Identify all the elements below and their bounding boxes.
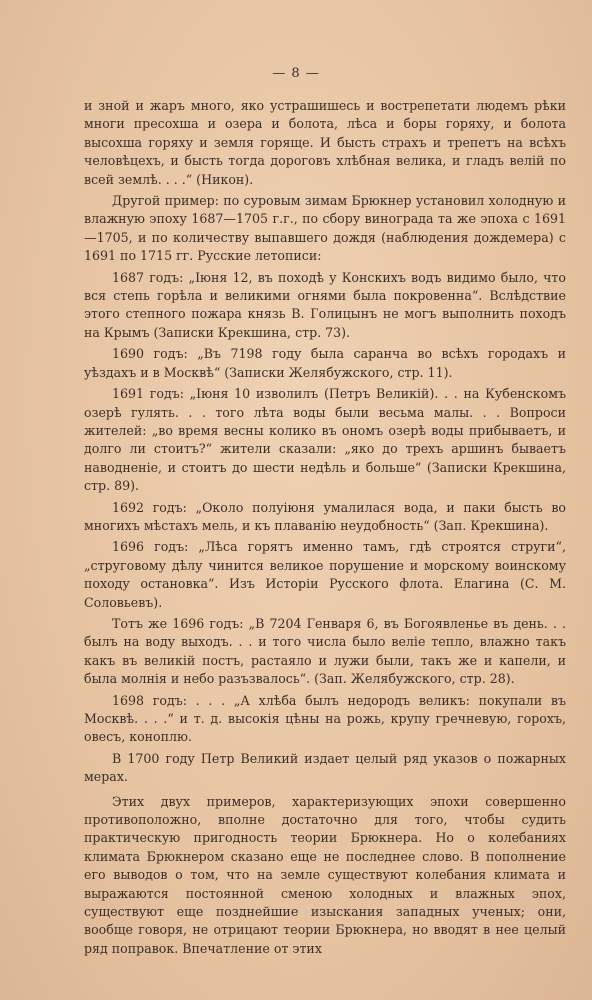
paragraph-1698: 1698 годъ: . . . „А хлѣба былъ недородъ великъ: покупали въ Москвѣ. . . .“ и т. д. высокiя цѣны на рожь, крупу гречневую, горохъ, овесъ, коноплю. [84, 692, 566, 745]
paragraph-1687: 1687 годъ: „Iюня 12, въ походѣ у Конскихъ водъ видимо было, что вся степь горѣла и великими огнями была покровенна“. Вслѣдствие этого степного пожара князь В. Голицынъ не могъ выполнить походъ на Крымъ (Записки Крекшина, стр. 73). [84, 269, 566, 340]
paragraph-1700: В 1700 году Петр Великий издает целый ряд указов о пожарных мерах. [84, 750, 566, 785]
paragraph-1690: 1690 годъ: „Въ 7198 году была саранча во всѣхъ городахъ и уѣздахъ и в Москвѣ“ (Записки Желябужского, стр. 11). [84, 346, 566, 380]
body-text [84, 97, 566, 961]
paragraph-1692: 1692 годъ: „Около полуiюня умалилася вода, и паки бысть во многихъ мѣстахъ мель, и къ плаванiю неудобность“ (Зап. Крекшина). [84, 499, 566, 533]
paragraph-1696-second: Тотъ же 1696 годъ: „В 7204 Генваря 6, въ Богоявленье въ день. . . былъ на воду выходъ. . . и того числа было велiе тепло, влажно такъ какъ въ великiй постъ, растаяло и лужи были, такъ же и капели, и была молнiя и небо разъзвалось“. (Зап. Желябужского, стр. 28). [84, 615, 566, 687]
paragraph-conclusion: Этих двух примеров, характеризующих эпохи совершенно противоположно, вполне достаточно для того, чтобы судить практическую пригодность теории Брюкнера. Но о колебаниях климата Брюкнером сказано еще не последнее слово. В пополнение его выводов о том, что на земле существуют колебания климата и выражаются постоянной сменою холодных и влажных эпох, существуют еще позднейшие изыскания западных ученых; они, вообще говоря, не отрицают теории Брюкнера, но вводят в нее целый ряд поправок. Впечатление от этих [84, 793, 566, 956]
paragraph-1696: 1696 годъ: „Лѣса горятъ именно тамъ, гдѣ строятся струги“, „струговому дѣлу чинится великое порушение и морскому воинскому походу остановка“. Изъ Исторiи Русского флота. Елагина (С. М. Соловьевъ). [84, 539, 566, 610]
paragraph-1691: 1691 годъ: „Iюня 10 изволилъ (Петръ Великiй). . . на Кубенскомъ озерѣ гулять. . . того лѣта воды были весьма малы. . . Вопроси жителей: „во время весны колико въ ономъ озерѣ воды прибываетъ, и долго ли стоитъ?“ жители сказали: „яко до трехъ аршинъ бываетъ наводненiе, и стоитъ до шести недѣль и больше“ (Записки Крекшина, стр. 89). [84, 386, 566, 494]
paragraph-chronicle-continuation: и зной и жаръ много, яко устрашишесь и вострепетати людемъ рѣки многи пресохша и озера и болота, лѣса и боры горяху, и болота высохша горяху и земля горяще. И бысть страхъ и трепетъ на всѣхъ человѣцехъ, и бысть тогда дороговъ хлѣбная велика, и гладъ велiй по всей землѣ. . . .“ (Никон). [84, 98, 566, 187]
page-number: — 8 — [272, 66, 320, 81]
paragraph-second-example: Другой пример: по суровым зимам Брюкнер установил холодную и влажную эпоху 1687—1705 г.г., по сбору винограда та же эпоха с 1691—1705, и по количеству выпавшего дождя (наблюдения дождемера) с 1691 по 1715 гг. Русские летописи: [84, 193, 566, 264]
